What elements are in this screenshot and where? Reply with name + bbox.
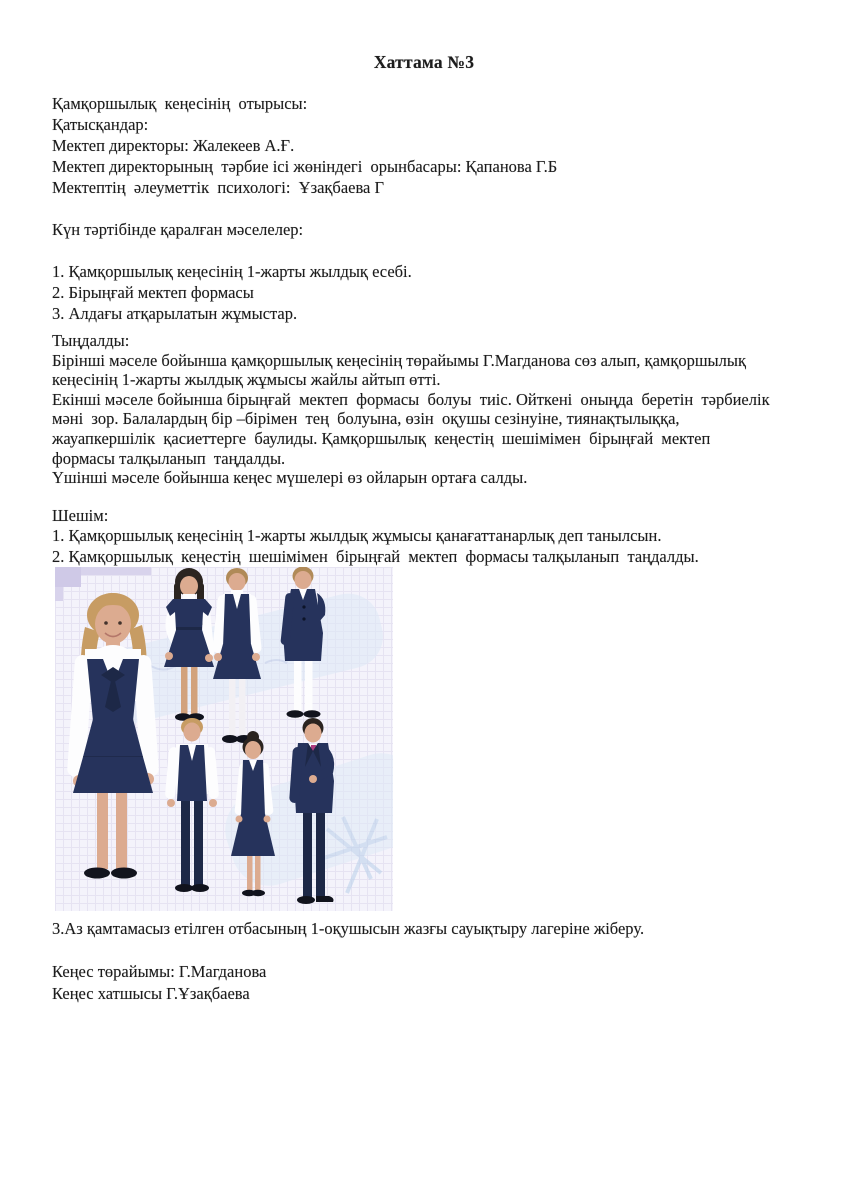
text-line: 3. Алдағы атқарылатын жұмыстар.	[52, 304, 298, 323]
text-line: Мектеп директорының тәрбие ісі жөніндегі орынбасары: Қапанова Г.Б	[52, 157, 558, 176]
text-line: Мектептің әлеуметтік психологі: Ұзақбаева Г	[52, 178, 385, 197]
uniform-photo-svg	[55, 567, 393, 911]
text-line: Мектеп директоры: Жалекеев А.Ғ.	[52, 136, 295, 155]
text-line: Қатысқандар:	[52, 115, 149, 134]
photo-corner-strip	[55, 567, 81, 587]
text-line: мәні зор. Балалардың бір –бірімен тең болуына, өзін оқушы сезінуіне, тиянақтылыққа,	[52, 409, 680, 429]
text-line: Кеңес хатшысы Г.Ұзақбаева	[52, 983, 250, 1003]
text-line: Қамқоршылық кеңесінің отырысы:	[52, 94, 308, 113]
text-line: 1. Қамқоршылық кеңесінің 1-жарты жылдық есебі.	[52, 262, 412, 281]
text-line: Бірінші мәселе бойынша қамқоршылық кеңесінің төрайымы Г.Магданова сөз алып, қамқоршылық	[52, 350, 746, 370]
text-line: 1. Қамқоршылық кеңесінің 1-жарты жылдық жұмысы қанағаттанарлық деп танылсын.	[52, 526, 662, 546]
text-line: 2. Бірыңғай мектеп формасы	[52, 283, 254, 302]
text-line: 2. Қамқоршылық кеңестің шешімімен бірыңғай мектеп формасы талқыланып таңдалды.	[52, 546, 699, 566]
text-line: Шешім:	[52, 506, 109, 525]
text-line: жауапкершілік қасиеттерге баулиды. Қамқоршылық кеңестің шешімімен бірыңғай мектеп	[52, 428, 711, 448]
text-line: Тыңдалды:	[52, 331, 130, 350]
participants-block	[52, 93, 557, 198]
decision-item3-block	[52, 918, 644, 939]
text-line: формасы талқыланып таңдалды.	[52, 448, 286, 468]
text-line: Екінші мәселе бойынша бірыңғай мектеп формасы болуы тиіс. Ойткені оныңда беретін тәрбиелік	[52, 389, 770, 409]
uniform-photo	[55, 567, 393, 911]
agenda-items-block	[52, 261, 412, 324]
text-line: кеңесінің 1-жарты жылдық жұмысы жайлы айтып өтті.	[52, 370, 441, 390]
text-line: 3.Аз қамтамасыз етілген отбасының 1-оқушысын жазғы сауықтыру лагеріне жіберу.	[52, 919, 645, 938]
text-line: Күн тәртібінде қаралған мәселелер:	[52, 220, 304, 239]
text-line: Үшінші мәселе бойынша кеңес мүшелері өз ойларын ортаға салды.	[52, 468, 528, 488]
signatures-block	[52, 961, 266, 1004]
agenda-heading-block	[52, 219, 303, 240]
text-line: Кеңес төрайымы: Г.Магданова	[52, 962, 267, 981]
heard-block	[52, 331, 770, 488]
doc-title: Хаттама №3	[373, 52, 475, 72]
decision-block	[52, 506, 699, 567]
